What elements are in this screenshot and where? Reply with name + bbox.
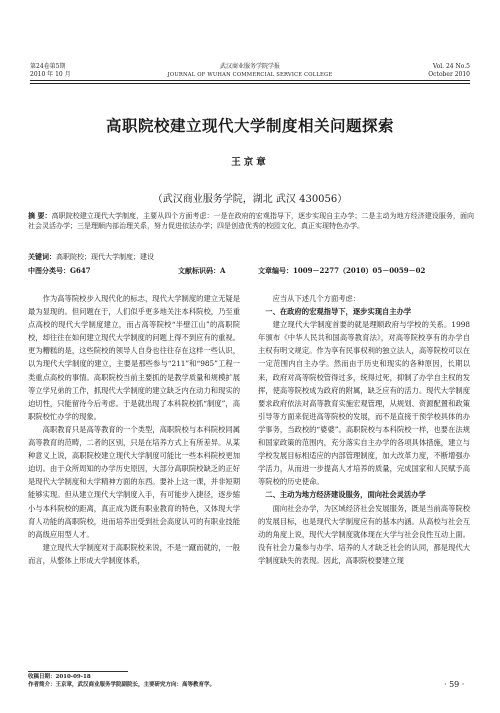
classification-row (28, 266, 474, 277)
abstract (28, 211, 474, 232)
body-right-column (258, 292, 470, 567)
keywords-label: 关键词： (28, 252, 56, 261)
author-bio: 作者简介：王京章，武汉商业服务学院副院长，主要研究方向：高等教育学。 (28, 682, 216, 688)
section-heading: 二、主动为地方经济建设服务，面向社会灵活办学 (265, 490, 426, 500)
abstract-text: 高职院校建立现代大学制度，主要从四个方面考虑：一是在政府的宏观指导下，逐步实现自主办学；二是主动为地方经济建设服务，面向社会灵活办学；三是理顺内部治理关系，努力促进依法办学；四是创造优秀的校园文化，真正实现特色办学。 (28, 212, 475, 231)
received-date: 收稿日期：2010-09-18 (28, 674, 91, 680)
body-paragraph: 面向社会办学，为区域经济社会发展服务，既是当前高等院校的发展目标，也是现代大学制度应有的基本内涵。从高校与社会互动的角度上说，现代大学制度就体现在大学与社会良性互动上面。没有社会力量参与办学、培养的人才缺乏社会的认同，都是现代大学制度缺失的表现。因此，高职院校要建立现 (258, 503, 470, 565)
section-heading: 一、在政府的宏观指导下，逐步实现自主办学 (265, 307, 412, 317)
document-code: 文献标识码：A (178, 266, 226, 275)
volume-label: Vol. 24 No.5 (432, 63, 470, 70)
keywords-text: 高职院校；现代大学制度；建设 (56, 253, 154, 261)
journal-header (0, 0, 500, 80)
body-paragraph: 应当从下述几个方面考虑： (272, 294, 361, 303)
volume-date: October 2010 (428, 71, 470, 78)
keywords (28, 252, 474, 262)
author-affiliation: （武汉商业服务学院，湖北 武汉 430056） (152, 194, 348, 205)
issue-date: 2010 年 10 月 (30, 71, 71, 78)
author-name: 王京章 (231, 157, 269, 168)
issue-label: 第24卷第5期 (30, 63, 66, 70)
body-paragraph: 建立现代大学制度对于高职院校来说，不是一蹴而就的，一般而言，从整体上形成大学制度体系， (28, 542, 240, 565)
footnote (28, 673, 474, 689)
footnote-rule (28, 671, 128, 672)
body-left-column (28, 292, 240, 567)
body-paragraph: 高职教育只是高等教育的一个类型，高职院校与本科院校同属高等教育的范畴，二者的区别，只是在培养方式上有所差异。从某种意义上说，高职院校建立现代大学制度可能比一些本科院校更加迫切。由于众所周知的办学历史原因，大部分高职院校缺乏的正好是现代大学制度和大学精神方面的东西。要补上这一课，并非短期能够实现。但从建立现代大学制度入手，有可能步入捷径，逐步缩小与本科院校的距离，真正成为既有职业教育的特色，又体现大学育人功能的高职院校，进而培养出受到社会高度认可的有职业技能的高级应用型人才。 (28, 424, 240, 539)
paper-title: 高职院校建立现代大学制度相关问题探索 (105, 116, 394, 135)
journal-name-en: JOURNAL OF WUHAN COMMERCIAL SERVICE COLLEGE (167, 72, 333, 78)
header-rule (30, 80, 470, 81)
body-paragraph: 作为高等院校步入现代化的标志，现代大学制度的建立无疑是最为显现的。但问题在于，人们似乎更多地关注本科院校，乃至重点高校的现代大学制度建立，而占高等院校“半壁江山”的高职院校，却往往在如何建立现代大学制度的问题上得不到应有的重视。更为糟糕的是，这些院校的领导人自身也往往存在这样一些认识，以为现代大学制度的建立，主要是那些参与“211”和“985”工程一类重点高校的事情。高职院校当前主要抓的是教学质量和规模扩展等立学兄弟的工作，抓现代大学制度的建立缺乏内在动力和现实的迫切性，只能留待今后考虑。于是就出现了本科院校抓“制度”，高职院校忙办学的现象。 (28, 294, 240, 421)
journal-name-cn: 武汉商业服务学院学报 (219, 63, 280, 70)
article-number: 文章编号：1009－2277（2010）05－0059－02 (258, 266, 426, 275)
abstract-label: 摘 要： (28, 211, 52, 220)
clc-number: 中图分类号：G647 (28, 266, 91, 275)
body-paragraph: 建立现代大学制度首要的就是理顺政府与学校的关系。1998年颁布《中华人民共和国高等教育法》，对高等院校享有的办学自主权有明文规定。作为享有民事权利的独立法人，高等院校可以在一定范围内自主办学。然而由于历史和现实的各种原因，长期以来，政府对高等院校管得过多，统得过死，抑制了办学自主权的发挥，使高等院校成为政府的附属，缺乏应有的活力。现代大学制度要求政府依法对高等教育实施宏观管理，从规划、资源配置和政策引导等方面来促进高等院校的发展，而不是直接干预学校具体的办学事务，当政校的“婆婆”。高职院校与本科院校一样，也要在法规和国家政策的范围内，充分落实自主办学的各项具体措施，建立与学校发展目标相适应的内部管理制度，加大改革力度，不断增强办学活力，从而进一步提高人才培养的质量，完成国家和人民赋予高等院校的历史使命。 (258, 320, 470, 487)
page-number: · 59 · (444, 680, 465, 689)
header-rule-thin (30, 83, 470, 84)
